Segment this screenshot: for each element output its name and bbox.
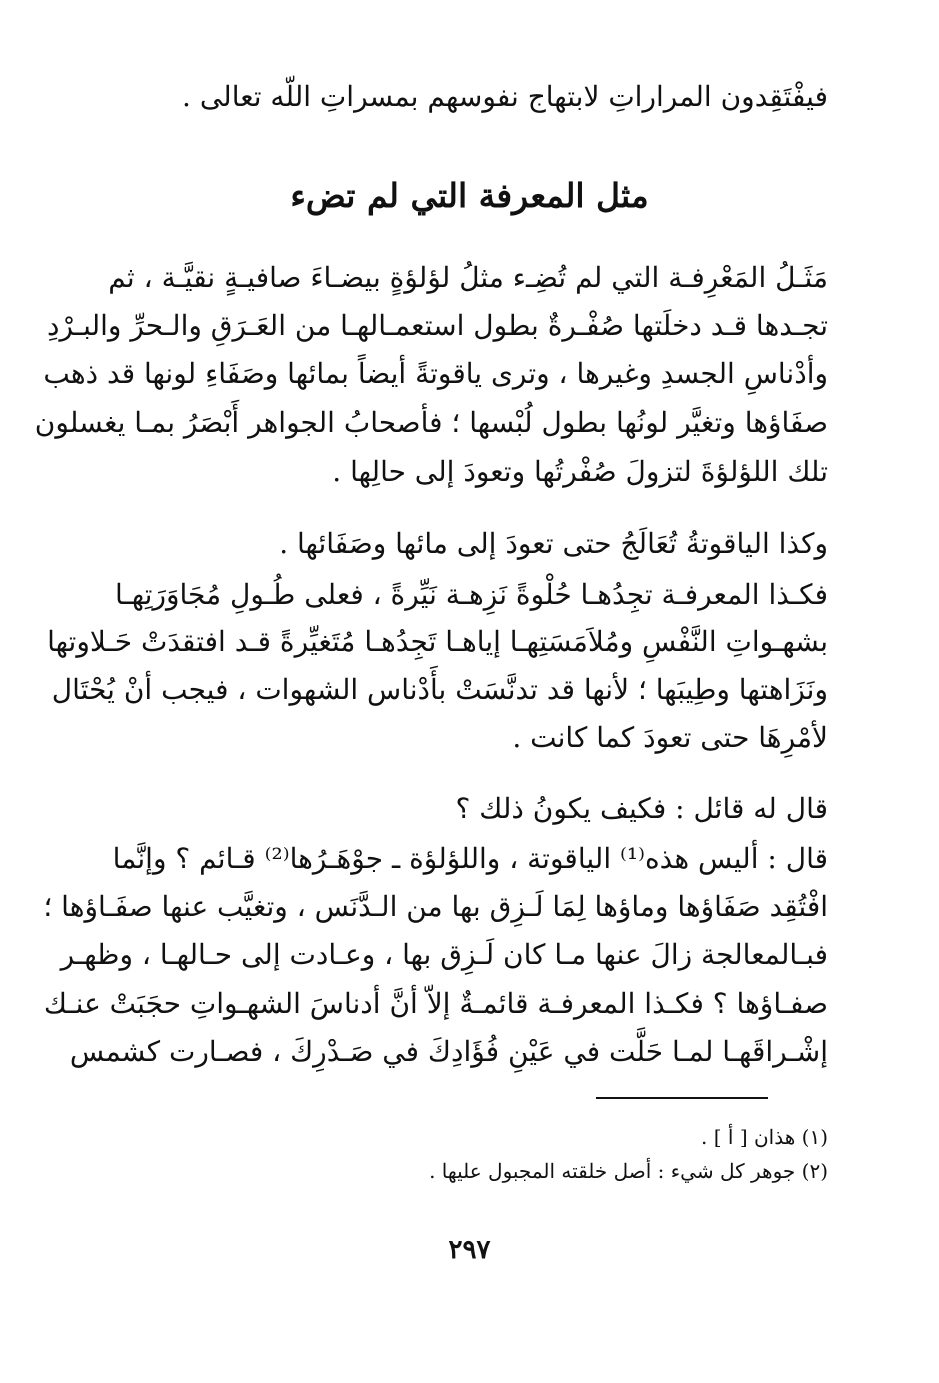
paragraph-line: تلك اللؤلؤةَ لتزولَ صُفْرتُها وتعودَ إلى حالِها . [332, 455, 828, 488]
paragraph-line: لأمْرِهَا حتى تعودَ كما كانت . [512, 721, 828, 754]
paragraph-line: وأدْناسِ الجسدِ وغيرها ، وترى ياقوتةً أيضاً بمائها وصَفَاءِ لونها قد ذهب [43, 357, 828, 390]
paragraph-line: تجـدها قـد دخلَتها صُفْـرةٌ بطول استعمـالهـا من العَـرَقِ والـحرِّ والبـرْدِ [47, 309, 828, 342]
section-title: مثل المعرفة التي لم تضء [290, 176, 649, 215]
carryover-line: فيفْتَقِدون المراراتِ لابتهاج نفوسهم بمسراتِ اللّه تعالى . [182, 80, 828, 113]
paragraph-line: قال له قائل : فكيف يكونُ ذلك ؟ [455, 792, 828, 825]
page-number: ٢٩٧ [448, 1235, 491, 1265]
paragraph-line: مَثَـلُ المَعْرِفـة التي لم تُضِـء مثلُ لؤلؤةٍ بيضـاءَ صافيـةٍ نقيَّـة ، ثم [108, 261, 828, 294]
paragraph-line: بشهـواتِ النَّفْسِ ومُلاَمَسَتِهـا إياهـا تَجِدُهـا مُتَغيِّرةً قـد افتقدَتْ حَـلاوتها [47, 625, 828, 658]
paragraph-line: فبـالمعالجة زالَ عنها مـا كان لَـزِق بها ، وعـادت إلى حـالهـا ، وظهـر [60, 938, 828, 971]
paragraph-line: وكذا الياقوتةُ تُعَالَجُ حتى تعودَ إلى مائها وصَفَائها . [279, 527, 828, 560]
paragraph-line: إشْـراقَهـا لمـا حَلَّت في عَيْنِ فُؤَادِكَ في صَـدْرِكَ ، فصـارت كشمس [69, 1035, 828, 1068]
footnote-1: (١) هذان [ أ ] . [701, 1125, 828, 1149]
footnote-2: (٢) جوهر كل شيء : أصل خلقته المجبول عليها . [429, 1159, 828, 1183]
paragraph-line: صفَاؤها وتغيَّر لونُها بطول لُبْسها ؛ فأصحابُ الجواهر أَبْصَرُ بمـا يغسلون [34, 406, 828, 439]
paragraph-line: قال : أليس هذه⁽¹⁾ الياقوتة ، واللؤلؤة ـ جوْهَـرُها⁽²⁾ قـائم ؟ وإنَّما [112, 842, 828, 875]
paragraph-line: صفـاؤها ؟ فكـذا المعرفـة قائمـةٌ إلاّ أنَّ أدناسَ الشهـواتِ حجَبَتْ عنـك [43, 987, 828, 1020]
paragraph-line: افْتُقِد صَفَاؤها وماؤها لِمَا لَـزِق بها من الـدَّنَس ، وتغيَّب عنها صفَـاؤها ؛ [43, 890, 828, 923]
paragraph-line: ونَزَاهتها وطِيبَها ؛ لأنها قد تدنَّسَتْ بأَدْناس الشهوات ، فيجب أنْ يُحْتَال [51, 673, 828, 706]
footnote-divider [596, 1097, 768, 1099]
paragraph-line: فكـذا المعرفـة تجِدُهـا حُلْوةً نَزِهـة نَيِّرةً ، فعلى طُـولِ مُجَاوَرَتِهـا [115, 578, 828, 611]
